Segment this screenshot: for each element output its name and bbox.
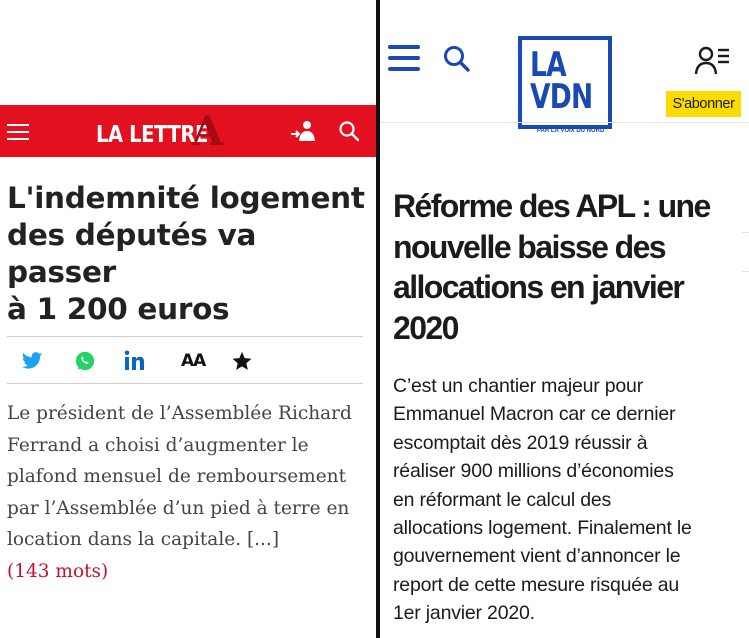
header-divider <box>380 122 749 123</box>
search-icon[interactable] <box>442 44 472 74</box>
divider <box>7 383 363 384</box>
title-line: nouvelle baisse des <box>393 228 665 265</box>
search-icon[interactable] <box>337 119 361 143</box>
title-line: 2020 <box>393 309 458 346</box>
vdn-panel <box>380 0 749 638</box>
hamburger-menu-icon[interactable] <box>388 45 420 71</box>
side-mark <box>742 271 749 272</box>
excerpt-line: par l’Assemblée d’un pied à terre en <box>7 497 350 519</box>
star-bookmark-icon[interactable] <box>231 349 253 373</box>
lettre-a-logo[interactable]: LA LETTRE A <box>96 108 224 155</box>
title-line: allocations en janvier <box>393 269 684 305</box>
logo-tagline: PAR LA VOIX DU NORD <box>537 128 605 134</box>
excerpt-line: plafond mensuel de remboursement <box>7 466 346 487</box>
lead-line: escomptait dès 2019 réussir à <box>393 431 648 454</box>
share-bar <box>7 343 363 379</box>
article-excerpt <box>7 398 357 556</box>
article-title[interactable] <box>393 186 745 348</box>
article-title[interactable] <box>7 180 367 328</box>
title-line: des députés va passer <box>7 218 257 289</box>
divider <box>7 336 363 337</box>
title-line: L'indemnité logement <box>7 181 365 215</box>
excerpt-line: location dans la capitale. [...] <box>7 529 280 550</box>
lead-line: Emmanuel Macron car ce dernier <box>393 403 676 426</box>
hamburger-menu-icon[interactable] <box>7 124 29 140</box>
excerpt-line: Le président de l’Assemblée Richard <box>7 403 352 424</box>
font-size-toggle[interactable] <box>181 353 207 377</box>
lead-line: gouvernement vient d’annoncer le <box>393 545 681 568</box>
la-vdn-logo[interactable]: LA VDN <box>518 36 612 129</box>
linkedin-icon[interactable] <box>123 349 147 373</box>
lead-line: allocations logement. Finalement le <box>393 517 692 540</box>
lead-line: report de cette mesure risquée au <box>393 573 680 596</box>
account-icon[interactable] <box>694 44 732 78</box>
font-size-label: AA <box>181 351 206 371</box>
title-line: à 1 200 euros <box>7 292 230 326</box>
excerpt-line: Ferrand a choisi d’augmenter le <box>7 434 309 456</box>
subscribe-button[interactable]: S'abonner <box>666 91 741 117</box>
word-count-link[interactable]: (143 mots) <box>7 561 109 582</box>
whatsapp-icon[interactable] <box>74 349 96 373</box>
lead-line: C’est un chantier majeur pour <box>393 375 643 397</box>
twitter-icon[interactable] <box>21 349 43 373</box>
article-lead <box>393 372 745 628</box>
lead-line: réaliser 900 millions d’économies <box>393 460 674 483</box>
side-mark <box>742 232 749 233</box>
subscribe-user-icon[interactable] <box>290 120 316 142</box>
lead-line: en réformant le calcul des <box>393 488 612 511</box>
lead-line: 1er janvier 2020. <box>393 602 535 625</box>
lettre-a-header <box>0 105 376 157</box>
title-line: Réforme des APL : une <box>393 188 710 224</box>
